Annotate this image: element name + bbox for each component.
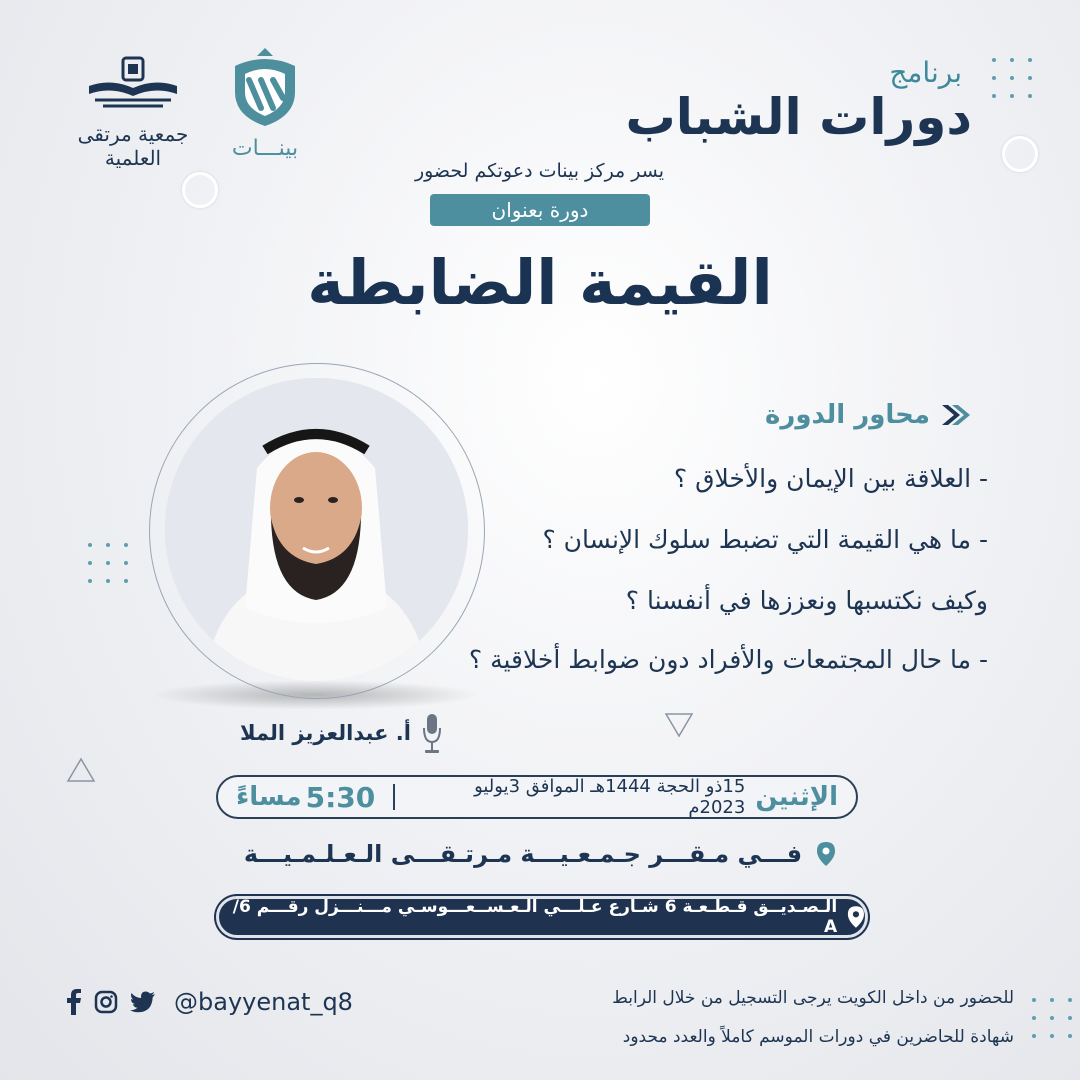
- course-title: القيمة الضابطة: [307, 246, 773, 319]
- microphone-icon: [421, 712, 443, 754]
- venue-text: فـــي مـقـــر جـمـعـيـــة مـرتـقـــى الـعـلـمـيـــة: [243, 840, 803, 868]
- topic-item: وكيف نكتسبها ونعززها في أنفسنا ؟: [625, 586, 988, 615]
- bayyenat-logo-label: بينـــات: [231, 136, 299, 161]
- event-period: مساءً: [236, 782, 302, 812]
- address-text: الـصـديــق قـطـعـة 6 شـارع عـلـــي الـعـســعـــوسـي مـــنـــزل رقـــم 6/ A: [232, 897, 838, 937]
- topic-item: - ما حال المجتمعات والأفراد دون ضوابط أخلاقية ؟: [468, 645, 988, 674]
- topic-item: - ما هي القيمة التي تضبط سلوك الإنسان ؟: [542, 525, 988, 554]
- location: [0, 840, 1080, 868]
- chevron-double-icon: [940, 403, 970, 427]
- program-label: برنامج: [889, 56, 962, 89]
- bayyenat-emblem-icon: [227, 46, 303, 128]
- decor-triangle: [66, 757, 96, 783]
- facebook-icon[interactable]: [66, 989, 82, 1015]
- topic-item: - العلاقة بين الإيمان والأخلاق ؟: [673, 464, 988, 493]
- decor-triangle: [664, 712, 694, 738]
- speaker-name: أ. عبدالعزيز الملا: [240, 721, 411, 745]
- decor-dots-top-right: [992, 58, 1032, 98]
- event-time: 5:30: [305, 780, 376, 814]
- location-pin-icon: [816, 841, 836, 867]
- decor-dots-left: [88, 543, 128, 583]
- topics-heading-label: محاور الدورة: [765, 400, 930, 430]
- location-pin-icon: [847, 905, 865, 929]
- decor-dots-bottom-right: [1032, 998, 1072, 1038]
- course-pill: دورة بعنوان: [430, 194, 650, 226]
- certificate-note: شهادة للحاضرين في دورات الموسم كاملاً والعدد محدود: [622, 1027, 1014, 1047]
- decor-ring: [182, 172, 218, 208]
- bayyenat-logo: [224, 46, 306, 161]
- topics-heading: [765, 400, 970, 430]
- social-links: [66, 988, 353, 1016]
- registration-note: للحضور من داخل الكويت يرجى التسجيل من خلال الرابط: [612, 988, 1014, 1008]
- event-day: الإثنين: [755, 782, 838, 812]
- date-divider: [393, 784, 395, 810]
- instagram-icon[interactable]: [94, 990, 118, 1014]
- invite-text: يسر مركز بينات دعوتكم لحضور: [414, 160, 664, 182]
- address-pill: [216, 896, 868, 938]
- social-handle[interactable]: @bayyenat_q8: [174, 988, 353, 1016]
- speaker-photo: [165, 378, 468, 681]
- event-date: 15ذو الحجة 1444هـ الموافق 3يوليو 2023م: [474, 776, 746, 818]
- speaker: [240, 712, 443, 754]
- twitter-icon[interactable]: [130, 991, 156, 1013]
- program-title: دورات الشباب: [625, 88, 972, 146]
- murtaqa-logo-label: جمعية مرتقى العلمية: [77, 122, 189, 170]
- murtaqa-emblem-icon: [85, 56, 181, 112]
- murtaqa-logo: [58, 56, 208, 170]
- decor-ring: [1002, 136, 1038, 172]
- date-pill: [216, 775, 858, 819]
